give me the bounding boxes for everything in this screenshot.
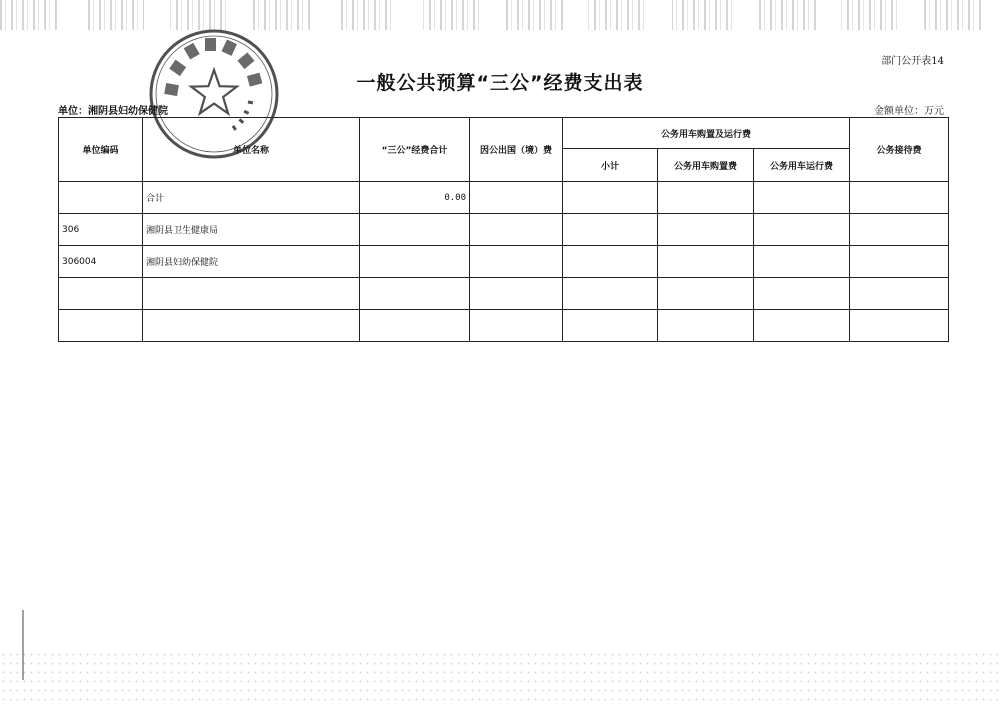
header-vehicle-group: 公务用车购置及运行费: [563, 118, 850, 149]
header-vehicle-purchase: 公务用车购置费: [658, 149, 754, 182]
cell-reception: [850, 214, 949, 246]
cell-abroad: [470, 182, 563, 214]
cell-reception: [850, 182, 949, 214]
cell-subtotal: [563, 310, 658, 342]
cell-code: 306004: [59, 246, 143, 278]
cell-three-total: [360, 246, 470, 278]
table-row: [59, 278, 949, 310]
cell-subtotal: [563, 214, 658, 246]
table-row: [59, 182, 949, 214]
expense-table: [58, 117, 949, 342]
page-title: 一般公共预算“三公”经费支出表: [356, 72, 644, 94]
header-subtotal: 小计: [563, 149, 658, 182]
table-row: [59, 310, 949, 342]
cell-operation: [754, 278, 850, 310]
cell-abroad: [470, 278, 563, 310]
cell-operation: [754, 310, 850, 342]
cell-reception: [850, 310, 949, 342]
cell-code: 306: [59, 214, 143, 246]
cell-name: 湘阴县卫生健康局: [143, 214, 360, 246]
header-unit-name: 单位名称: [143, 118, 360, 182]
cell-reception: [850, 278, 949, 310]
cell-purchase: [658, 278, 754, 310]
header-vehicle-operation: 公务用车运行费: [754, 149, 850, 182]
cell-code: [59, 310, 143, 342]
cell-three-total: [360, 310, 470, 342]
cell-name: 合计: [143, 182, 360, 214]
cell-operation: [754, 246, 850, 278]
cell-purchase: [658, 214, 754, 246]
scan-noise-top: [0, 0, 1000, 30]
cell-purchase: [658, 310, 754, 342]
cell-code: [59, 182, 143, 214]
table-row: [59, 246, 949, 278]
header-unit-code: 单位编码: [59, 118, 143, 182]
cell-three-total: [360, 278, 470, 310]
cell-three-total: [360, 214, 470, 246]
cell-reception: [850, 246, 949, 278]
cell-three-total: 0.00: [360, 182, 470, 214]
currency-unit: 金额单位：万元: [874, 106, 944, 117]
cell-abroad: [470, 214, 563, 246]
cell-name: [143, 278, 360, 310]
scan-noise-bottom: [0, 650, 1000, 706]
cell-operation: [754, 182, 850, 214]
cell-operation: [754, 214, 850, 246]
form-number: 部门公开表14: [881, 56, 944, 67]
table-row: [59, 214, 949, 246]
cell-purchase: [658, 246, 754, 278]
cell-name: [143, 310, 360, 342]
cell-abroad: [470, 310, 563, 342]
cell-purchase: [658, 182, 754, 214]
cell-subtotal: [563, 182, 658, 214]
cell-subtotal: [563, 246, 658, 278]
cell-code: [59, 278, 143, 310]
cell-name: 湘阴县妇幼保健院: [143, 246, 360, 278]
header-reception: 公务接待费: [850, 118, 949, 182]
cell-subtotal: [563, 278, 658, 310]
scan-edge-mark: [22, 610, 24, 680]
header-abroad: 因公出国（境）费: [470, 118, 563, 182]
header-three-total: “三公”经费合计: [360, 118, 470, 182]
unit-label: 单位：湘阴县妇幼保健院: [58, 106, 168, 117]
cell-abroad: [470, 246, 563, 278]
